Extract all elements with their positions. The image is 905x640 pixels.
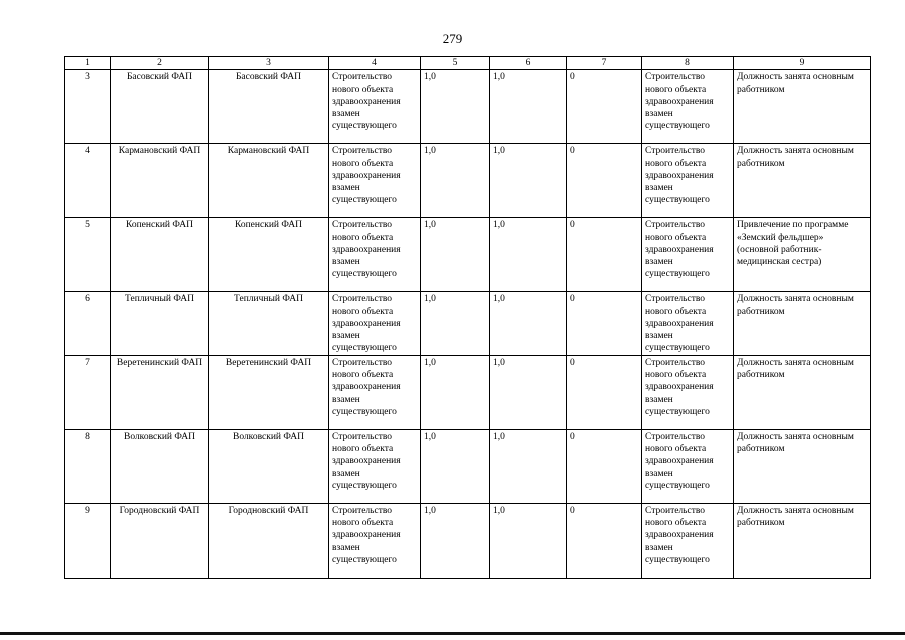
measure-text: Строительство нового объекта здравоохранения взамен существующего [329,355,421,429]
value-col6: 1,0 [490,292,567,355]
row-number: 9 [65,503,111,578]
measure-text: Строительство нового объекта здравоохранения взамен существующего [329,292,421,355]
measure-text: Строительство нового объекта здравоохранения взамен существующего [329,70,421,144]
fap-name: Кармановский ФАП [111,144,209,218]
table-row [65,218,871,292]
value-col7: 0 [567,355,642,429]
page-number: 279 [442,31,463,46]
fap-name: Волковский ФАП [111,429,209,503]
action-text: Строительство нового объекта здравоохранения взамен существующего [642,144,734,218]
row-number: 5 [65,218,111,292]
header-cell: 2 [111,57,209,70]
header-cell: 1 [65,57,111,70]
table-row [65,144,871,218]
object-name: Городновский ФАП [209,503,329,578]
action-text: Строительство нового объекта здравоохранения взамен существующего [642,70,734,144]
fap-name: Тепличный ФАП [111,292,209,355]
value-col7: 0 [567,218,642,292]
action-text: Строительство нового объекта здравоохранения взамен существующего [642,429,734,503]
value-col6: 1,0 [490,70,567,144]
fap-table [64,56,871,579]
value-col6: 1,0 [490,144,567,218]
action-text: Строительство нового объекта здравоохранения взамен существующего [642,355,734,429]
table-row [65,70,871,144]
row-number: 6 [65,292,111,355]
value-col7: 0 [567,503,642,578]
value-col5: 1,0 [421,292,490,355]
value-col6: 1,0 [490,355,567,429]
row-number: 4 [65,144,111,218]
value-col6: 1,0 [490,429,567,503]
header-cell: 6 [490,57,567,70]
object-name: Веретенинский ФАП [209,355,329,429]
header-cell: 7 [567,57,642,70]
staffing-note: Привлечение по программе «Земский фельдшер» (основной работник- медицинская сестра) [734,218,871,292]
value-col7: 0 [567,144,642,218]
value-col5: 1,0 [421,503,490,578]
value-col5: 1,0 [421,429,490,503]
staffing-note: Должность занята основным работником [734,355,871,429]
action-text: Строительство нового объекта здравоохранения взамен существующего [642,503,734,578]
staffing-note: Должность занята основным работником [734,144,871,218]
object-name: Кармановский ФАП [209,144,329,218]
table-row [65,503,871,578]
fap-name: Веретенинский ФАП [111,355,209,429]
staffing-note: Должность занята основным работником [734,292,871,355]
object-name: Копенский ФАП [209,218,329,292]
action-text: Строительство нового объекта здравоохранения взамен существующего [642,218,734,292]
measure-text: Строительство нового объекта здравоохранения взамен существующего [329,429,421,503]
bottom-border-line [0,632,905,635]
header-cell: 3 [209,57,329,70]
header-cell: 4 [329,57,421,70]
value-col5: 1,0 [421,218,490,292]
staffing-note: Должность занята основным работником [734,429,871,503]
value-col5: 1,0 [421,70,490,144]
header-cell: 5 [421,57,490,70]
measure-text: Строительство нового объекта здравоохранения взамен существующего [329,144,421,218]
row-number: 7 [65,355,111,429]
row-number: 8 [65,429,111,503]
object-name: Тепличный ФАП [209,292,329,355]
fap-name: Басовский ФАП [111,70,209,144]
value-col6: 1,0 [490,503,567,578]
table-row [65,355,871,429]
row-number: 3 [65,70,111,144]
value-col7: 0 [567,292,642,355]
measure-text: Строительство нового объекта здравоохранения взамен существующего [329,218,421,292]
fap-name: Городновский ФАП [111,503,209,578]
object-name: Басовский ФАП [209,70,329,144]
table-row [65,429,871,503]
header-row [65,57,871,70]
header-cell: 9 [734,57,871,70]
value-col6: 1,0 [490,218,567,292]
action-text: Строительство нового объекта здравоохранения взамен существующего [642,292,734,355]
object-name: Волковский ФАП [209,429,329,503]
staffing-note: Должность занята основным работником [734,503,871,578]
header-cell: 8 [642,57,734,70]
table-row [65,292,871,355]
fap-name: Копенский ФАП [111,218,209,292]
value-col7: 0 [567,429,642,503]
staffing-note: Должность занята основным работником [734,70,871,144]
measure-text: Строительство нового объекта здравоохранения взамен существующего [329,503,421,578]
value-col5: 1,0 [421,355,490,429]
value-col5: 1,0 [421,144,490,218]
value-col7: 0 [567,70,642,144]
